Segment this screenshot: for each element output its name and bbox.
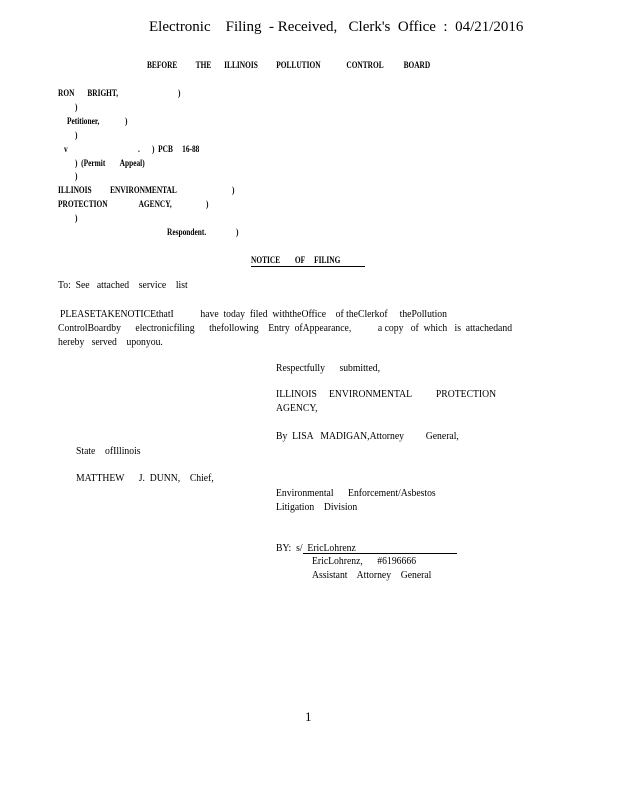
caption-paren: )	[75, 213, 78, 223]
state-line: State ofIllinois	[76, 445, 141, 457]
respondent-name-line1: ILLINOIS ENVIRONMENTAL	[58, 185, 177, 195]
caption-paren: )	[206, 199, 209, 209]
petitioner-name: RON BRIGHT,	[58, 88, 119, 98]
caption-paren: )	[232, 185, 235, 195]
filing-stamp-header: Electronic Filing - Received, Clerk's Office : 04/21/2016	[149, 19, 524, 35]
caption-paren: )	[236, 227, 239, 237]
notice-title: NOTICE OF FILING	[251, 255, 341, 265]
caption-dot: .	[138, 144, 140, 154]
agency-line-1: ILLINOIS ENVIRONMENTAL PROTECTION	[276, 388, 497, 400]
page-number: 1	[305, 709, 312, 724]
body-line-1: PLEASETAKENOTICEthatI have today filed withtheOffice of theClerkof thePollution	[60, 308, 447, 320]
attorney-general-line: By LISA MADIGAN,Attorney General,	[276, 430, 459, 442]
signer-name-line: EricLohrenz, #6196666	[312, 555, 417, 567]
agency-line-2: AGENCY,	[276, 402, 318, 414]
chief-line: MATTHEW J. DUNN, Chief,	[76, 472, 214, 484]
division-line-1: Environmental Enforcement/Asbestos	[276, 487, 436, 499]
petitioner-label: Petitioner,	[67, 116, 100, 126]
versus-label: v	[64, 144, 68, 154]
caption-paren: )	[75, 171, 78, 181]
respectfully-submitted: Respectfully submitted,	[276, 362, 381, 374]
respondent-name-line2: PROTECTION AGENCY,	[58, 199, 172, 209]
signer-title-line: Assistant Attorney General	[312, 569, 432, 581]
division-line-2: Litigation Division	[276, 501, 358, 513]
case-number: ) PCB 16-88	[152, 144, 200, 154]
caption-paren: )	[178, 88, 181, 98]
notice-title-underline	[251, 266, 365, 267]
signature-underline	[303, 553, 457, 554]
body-line-3: hereby served uponyou.	[58, 336, 163, 348]
caption-paren: )	[75, 130, 78, 140]
caption-paren: )	[75, 102, 78, 112]
caption-paren: )	[125, 116, 128, 126]
board-title: BEFORE THE ILLINOIS POLLUTION CONTROL BOARD	[147, 60, 431, 70]
body-line-2: ControlBoardby electronicfiling thefollowing Entry ofAppearance, a copy of which is attachedand	[58, 322, 513, 334]
to-line: To: See attached service list	[58, 279, 188, 291]
signature-by-line: BY: s/ EricLohrenz	[276, 542, 356, 554]
respondent-label: Respondent.	[167, 227, 207, 237]
permit-appeal: ) (Permit Appeal)	[75, 158, 145, 168]
